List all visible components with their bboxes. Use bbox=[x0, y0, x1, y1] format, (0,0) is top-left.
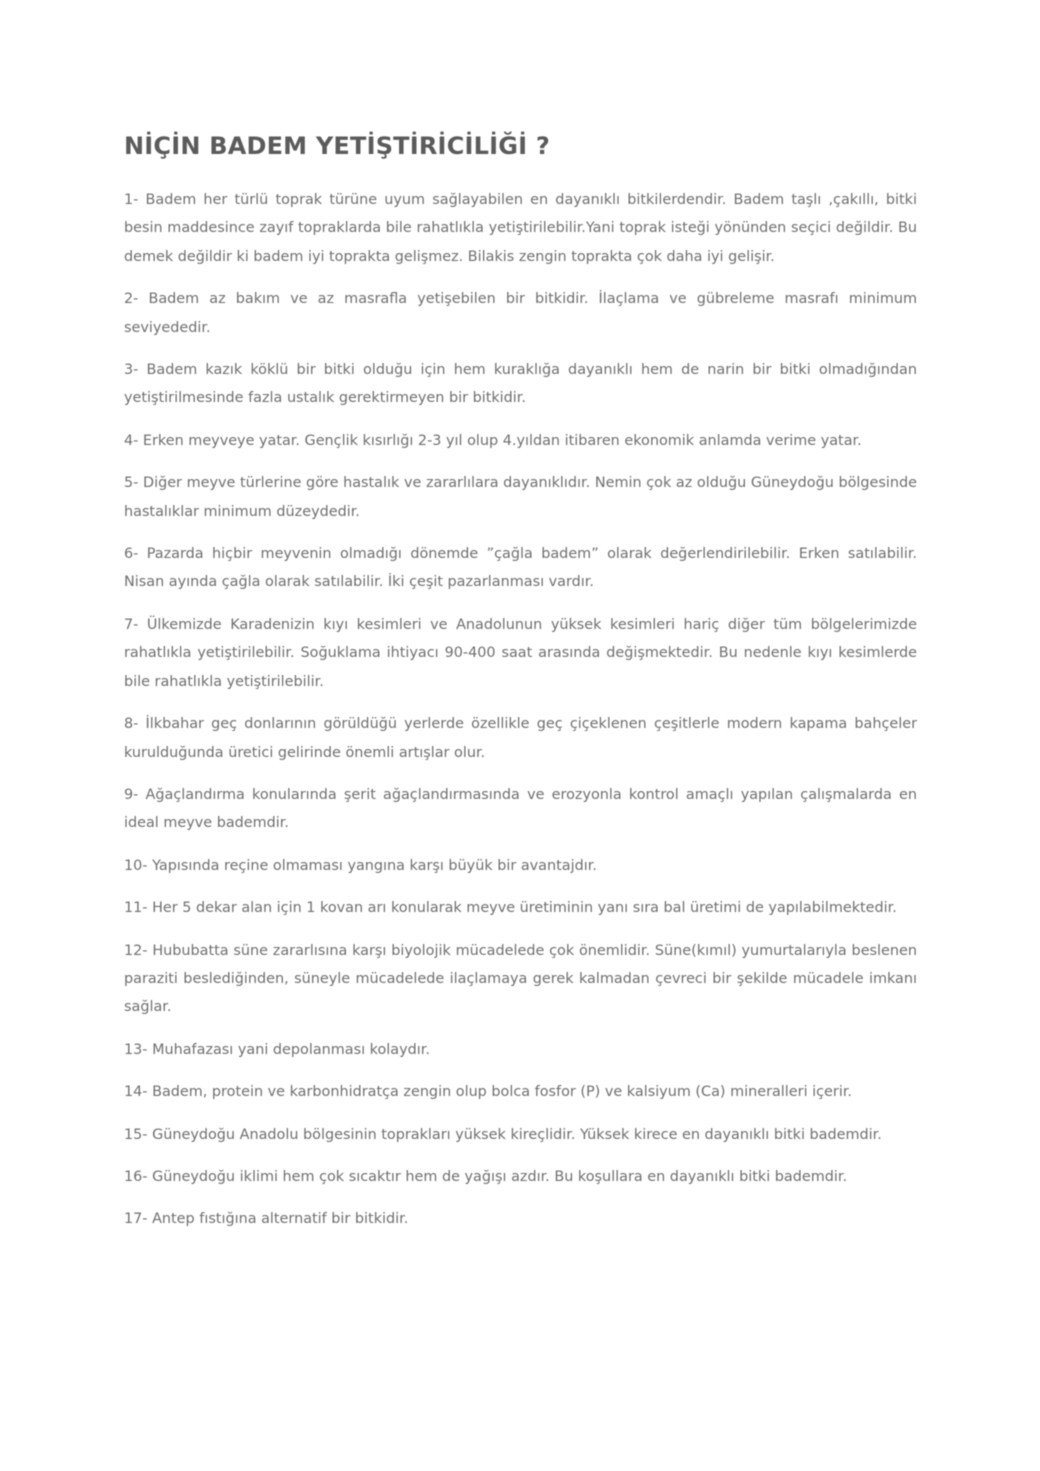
list-item: 3- Badem kazık köklü bir bitki olduğu için hem kuraklığa dayanıklı hem de narin bir bitki olmadığından yetiştirilmesinde fazla ustalık gerektirmeyen bir bitkidir. bbox=[124, 362, 917, 407]
list-item: 17- Antep fıstığına alternatif bir bitkidir. bbox=[124, 1211, 409, 1228]
list-item: 12- Hububatta süne zararlısına karşı biyolojik mücadelede çok önemlidir. Süne(kımıl) yumurtalarıyla beslenen paraziti beslediğinden, süneyle mücadelede ilaçlamaya gerek kalmadan çevreci bir şekilde mücadele imkanı sağlar. bbox=[124, 942, 917, 1016]
list-item: 8- İlkbahar geç donlarının görüldüğü yerlerde özellikle geç çiçeklenen çeşitlerle modern kapama bahçeler kurulduğunda üretici gelirinde önemli artışlar olur. bbox=[124, 716, 917, 761]
list-item: 11- Her 5 dekar alan için 1 kovan arı konularak meyve üretiminin yanı sıra bal üretimi de yapılabilmektedir. bbox=[124, 900, 897, 917]
list-item: 15- Güneydoğu Anadolu bölgesinin toprakları yüksek kireçlidir. Yüksek kirece en dayanıklı bitki bademdir. bbox=[124, 1126, 882, 1143]
list-item: 7- Ülkemizde Karadenizin kıyı kesimleri ve Anadolunun yüksek kesimleri hariç diğer tüm bölgelerimizde rahatlıkla yetiştirilebilir. Soğuklama ihtiyacı 90-400 saat arasında değişmektedir. Bu nedenle kıyı kesimlerde bile rahatlıkla yetiştirilebilir. bbox=[124, 616, 917, 690]
list-item: 9- Ağaçlandırma konularında şerit ağaçlandırmasında ve erozyonla kontrol amaçlı yapılan çalışmalarda en ideal meyve bademdir. bbox=[124, 786, 917, 832]
list-item: 6- Pazarda hiçbir meyvenin olmadığı dönemde ”çağla badem” olarak değerlendirilebilir. Erken satılabilir. Nisan ayında çağla olarak satılabilir. İki çeşit pazarlanması vardır. bbox=[124, 546, 917, 591]
list-item: 14- Badem, protein ve karbonhidratça zengin olup bolca fosfor (P) ve kalsiyum (Ca) mineralleri içerir. bbox=[124, 1084, 852, 1101]
list-item: 10- Yapısında reçine olmaması yangına karşı büyük bir avantajdır. bbox=[124, 857, 597, 874]
list-item: 4- Erken meyveye yatar. Gençlik kısırlığı 2-3 yıl olup 4.yıldan itibaren ekonomik anlamda verime yatar. bbox=[124, 432, 862, 449]
list-item: 13- Muhafazası yani depolanması kolaydır. bbox=[124, 1041, 430, 1058]
list-item: 16- Güneydoğu iklimi hem çok sıcaktır hem de yağışı azdır. Bu koşullara en dayanıklı bitki bademdir. bbox=[124, 1168, 848, 1185]
list-item: 1- Badem her türlü toprak türüne uyum sağlayabilen en dayanıklı bitkilerdendir. Badem taşlı ,çakıllı, bitki besin maddesince zayıf topraklarda bile rahatlıkla yetiştirilebilir.Yani toprak isteği yönünden seçici değildir. Bu demek değildir ki badem iyi toprakta gelişmez. Bilakis zengin toprakta çok daha iyi gelişir. bbox=[124, 192, 917, 265]
list-item: 5- Diğer meyve türlerine göre hastalık ve zararlılara dayanıklıdır. Nemin çok az olduğu Güneydoğu bölgesinde hastalıklar minimum düzeydedir. bbox=[124, 475, 917, 520]
document-page bbox=[124, 128, 917, 1248]
document-title: NİÇİN BADEM YETİŞTİRİCİLİĞİ ? bbox=[124, 132, 550, 160]
list-item: 2- Badem az bakım ve az masrafla yetişebilen bir bitkidir. İlaçlama ve gübreleme masrafı minimum seviyededir. bbox=[124, 291, 917, 336]
